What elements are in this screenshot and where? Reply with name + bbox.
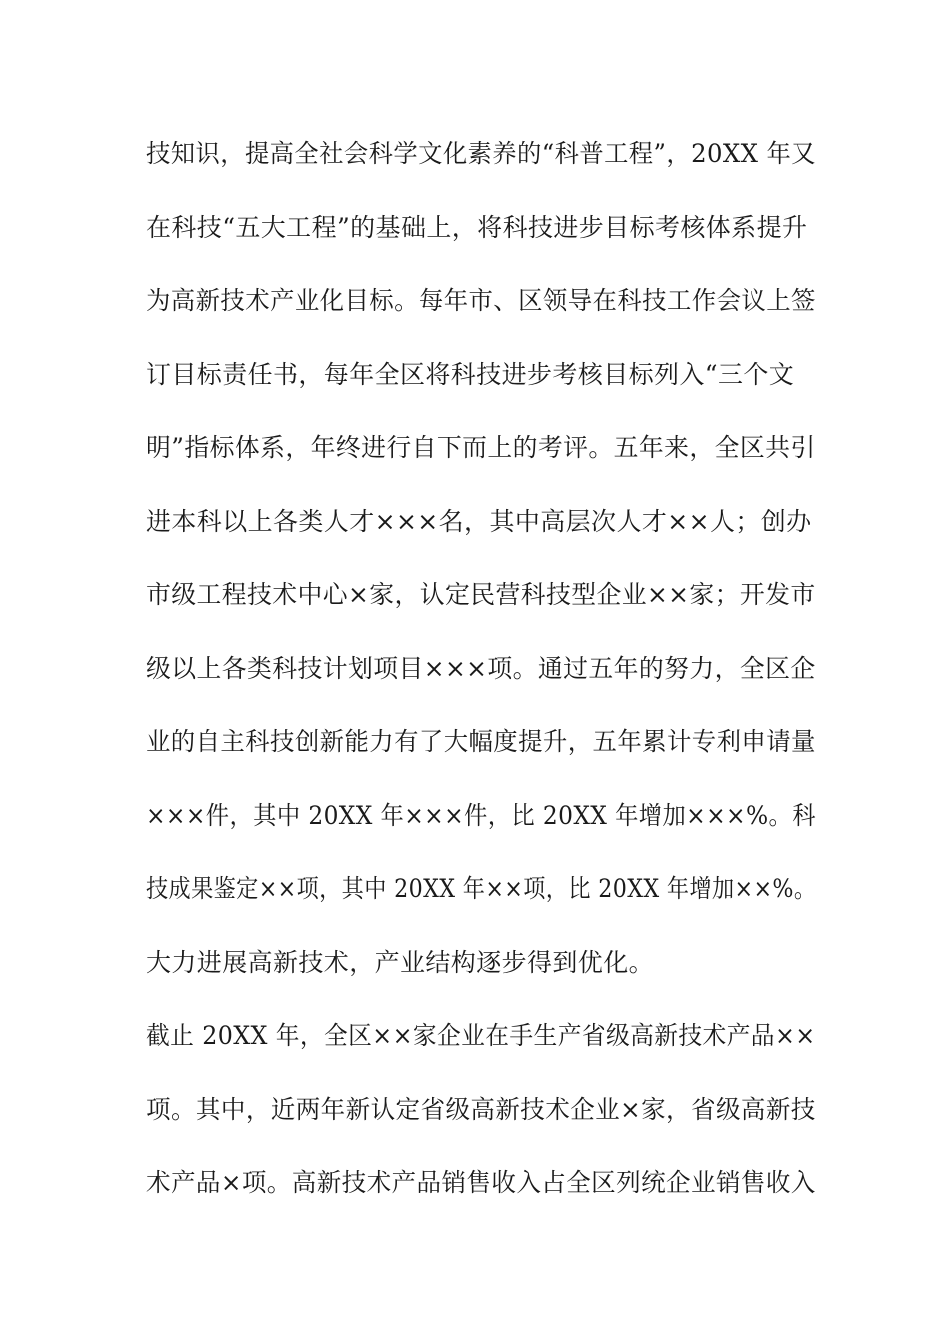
text-line-7: 市级工程技术中心×家，认定民营科技型企业××家；开发市 <box>146 580 816 609</box>
text-line-11: 技成果鉴定××项，其中 20XX 年××项，比 20XX 年增加××%。 <box>146 874 817 903</box>
text-line-6: 进本科以上各类人才×××名，其中高层次人才××人；创办 <box>146 506 812 536</box>
text-line-2: 在科技“五大工程”的基础上，将科技进步目标考核体系提升 <box>146 212 808 242</box>
text-line-5: 明”指标体系，年终进行自下而上的考评。五年来，全区共引 <box>146 433 816 462</box>
text-line-10: ×××件，其中 20XX 年×××件，比 20XX 年增加×××%。科 <box>146 800 816 830</box>
body-text <box>146 132 816 1235</box>
text-line-3: 为高新技术产业化目标。每年市、区领导在科技工作会议上签 <box>146 286 816 315</box>
text-line-8: 级以上各类科技计划项目×××项。通过五年的努力，全区企 <box>146 653 816 683</box>
text-line-15: 术产品×项。高新技术产品销售收入占全区列统企业销售收入 <box>146 1168 816 1197</box>
text-line-1: 技知识，提高全社会科学文化素养的“科普工程”，20XX 年又 <box>146 139 816 168</box>
text-line-14: 项。其中，近两年新认定省级高新技术企业×家，省级高新技 <box>146 1094 816 1124</box>
text-line-4: 订目标责任书，每年全区将科技进步考核目标列入“三个文 <box>146 359 795 389</box>
text-line-12: 大力进展高新技术，产业结构逐步得到优化。 <box>146 947 655 977</box>
text-line-9: 业的自主科技创新能力有了大幅度提升，五年累计专利申请量 <box>146 727 816 756</box>
text-line-13: 截止 20XX 年，全区××家企业在手生产省级高新技术产品×× <box>146 1021 816 1050</box>
